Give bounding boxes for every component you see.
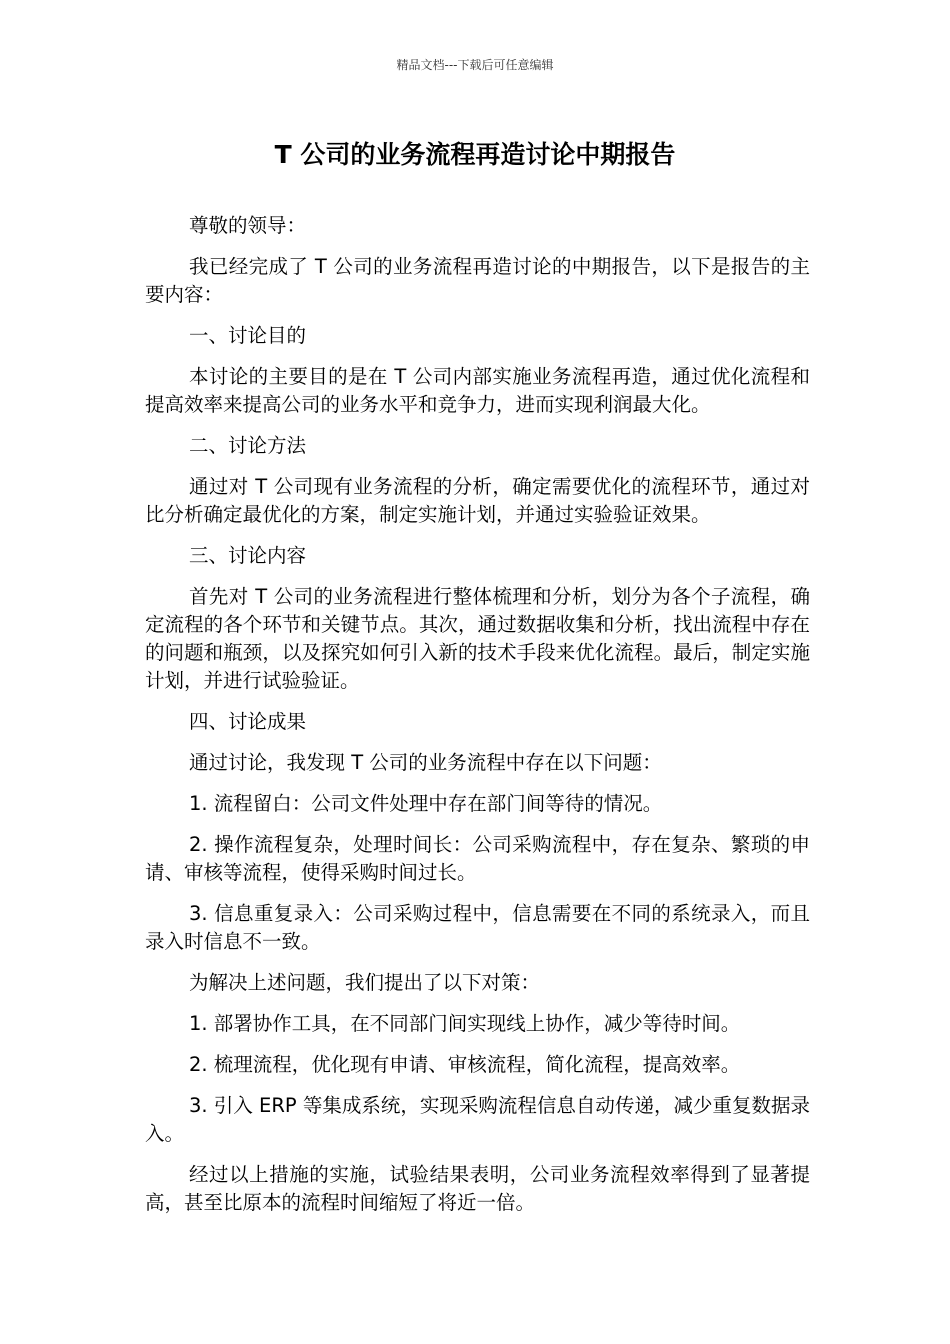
purpose-paragraph: 本讨论的主要目的是在 T 公司内部实施业务流程再造，通过优化流程和提高效率来提高公司的业务水平和竞争力，进而实现利润最大化。 xyxy=(145,365,810,416)
solution-item: 2. 梳理流程，优化现有申请、审核流程，简化流程，提高效率。 xyxy=(189,1053,741,1076)
solutions-intro: 为解决上述问题，我们提出了以下对策： xyxy=(189,971,541,994)
section-heading-results: 四、讨论成果 xyxy=(189,710,307,733)
salutation: 尊敬的领导： xyxy=(189,214,307,237)
conclusion-paragraph: 经过以上措施的实施，试验结果表明，公司业务流程效率得到了显著提高，甚至比原本的流程时间缩短了将近一倍。 xyxy=(145,1163,810,1214)
problem-item: 3. 信息重复录入：公司采购过程中，信息需要在不同的系统录入，而且录入时信息不一致。 xyxy=(145,902,810,953)
solution-item: 1. 部署协作工具，在不同部门间实现线上协作，减少等待时间。 xyxy=(189,1012,741,1035)
results-intro: 通过讨论，我发现 T 公司的业务流程中存在以下问题： xyxy=(189,751,662,774)
method-paragraph: 通过对 T 公司现有业务流程的分析，确定需要优化的流程环节，通过对比分析确定最优化的方案，制定实施计划，并通过实验验证效果。 xyxy=(145,475,810,526)
page-header: 精品文档---下载后可任意编辑 xyxy=(396,58,554,72)
report-body xyxy=(145,212,810,1230)
problem-item: 2. 操作流程复杂，处理时间长：公司采购流程中，存在复杂、繁琐的申请、审核等流程，使得采购时间过长。 xyxy=(145,833,810,884)
section-heading-purpose: 一、讨论目的 xyxy=(189,324,307,347)
intro-paragraph: 我已经完成了 T 公司的业务流程再造讨论的中期报告，以下是报告的主要内容： xyxy=(145,255,810,306)
section-heading-method: 二、讨论方法 xyxy=(189,434,307,457)
problem-item: 1. 流程留白：公司文件处理中存在部门间等待的情况。 xyxy=(189,792,663,815)
section-heading-content: 三、讨论内容 xyxy=(189,544,307,567)
content-paragraph: 首先对 T 公司的业务流程进行整体梳理和分析，划分为各个子流程，确定流程的各个环节和关键节点。其次，通过数据收集和分析，找出流程中存在的问题和瓶颈，以及探究如何引入新的技术手段来优化流程。最后，制定实施计划，并进行试验验证。 xyxy=(145,585,810,692)
report-title: T 公司的业务流程再造讨论中期报告 xyxy=(274,140,676,169)
solution-item: 3. 引入 ERP 等集成系统，实现采购流程信息自动传递，减少重复数据录入。 xyxy=(145,1094,810,1145)
